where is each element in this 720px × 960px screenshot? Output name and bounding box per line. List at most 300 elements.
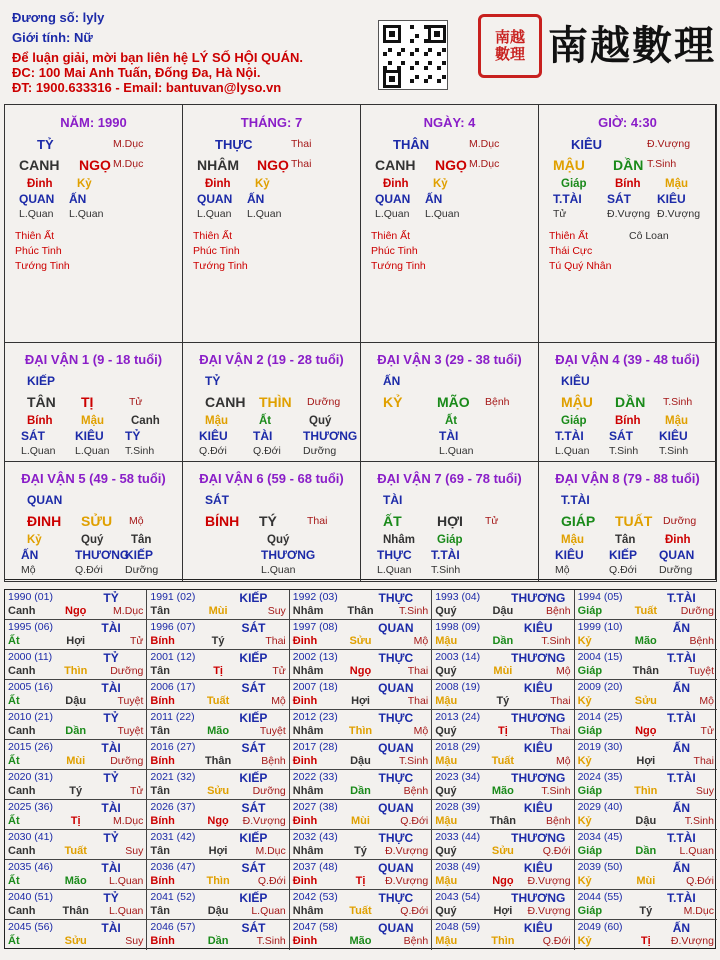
- year-stem: Ất: [8, 635, 20, 647]
- hidden-stem: Đinh: [665, 534, 691, 546]
- year-star: KIÊU: [523, 921, 553, 935]
- pillar-title: NĂM: 1990: [60, 115, 127, 130]
- year-star: TÀI: [101, 681, 121, 695]
- stage-label: Dưỡng: [307, 396, 341, 408]
- year-cell[interactable]: [5, 590, 147, 620]
- year-branch: Thân: [489, 815, 517, 827]
- year-label: 2030 (41): [8, 831, 53, 843]
- year-label: 2007 (18): [292, 681, 338, 693]
- year-stage: T.Sinh: [399, 755, 429, 767]
- year-label: 2009 (20): [577, 681, 623, 693]
- earthly-branch: DẦN: [613, 157, 644, 173]
- year-cell[interactable]: [5, 710, 147, 740]
- qr-module: [424, 66, 428, 70]
- year-branch: Ngọ: [65, 605, 87, 617]
- year-label: 2018 (29): [435, 741, 481, 753]
- name-line: Đương số: lyly: [12, 10, 105, 25]
- year-stem: Canh: [8, 785, 36, 797]
- year-cell[interactable]: [432, 740, 574, 770]
- year-cell[interactable]: [432, 890, 574, 920]
- year-cell[interactable]: [5, 800, 147, 830]
- year-cell[interactable]: [147, 650, 289, 680]
- year-cell[interactable]: [147, 770, 289, 800]
- year-stage: Mộ: [699, 695, 714, 707]
- year-label: 2004 (15): [577, 651, 623, 663]
- year-star: ẤN: [672, 861, 691, 875]
- year-stem: Nhâm: [292, 665, 324, 677]
- stage-label: T.Sinh: [663, 396, 693, 408]
- year-branch: Mão: [634, 635, 657, 647]
- year-star: T.TÀI: [667, 891, 696, 905]
- year-branch: Mùi: [636, 875, 656, 887]
- year-star: QUAN: [378, 861, 414, 875]
- luck-period-box: [360, 342, 539, 462]
- hidden-stage: Mộ: [21, 564, 36, 576]
- year-stage: Đ.Vượng: [670, 935, 714, 947]
- year-label: 2024 (35): [577, 771, 623, 783]
- year-branch: Mùi: [351, 815, 370, 827]
- year-stage: Đ.Vượng: [527, 875, 571, 887]
- ten-god-star: ẤN: [383, 374, 401, 388]
- year-label: 2027 (38): [292, 801, 338, 813]
- year-stage: Tuyệt: [688, 665, 714, 677]
- year-cell[interactable]: [432, 680, 574, 710]
- year-star: THỰC: [378, 831, 414, 845]
- year-stage: Tử: [129, 635, 144, 647]
- year-stem: Đinh: [292, 875, 318, 887]
- year-cell[interactable]: [575, 770, 717, 800]
- earthly-branch: THÌN: [259, 394, 292, 410]
- stage-label: Tử: [485, 515, 499, 527]
- hidden-stage: L.Quan: [247, 208, 282, 220]
- year-stem: Mậu: [435, 755, 458, 767]
- year-star: T.TÀI: [667, 831, 696, 845]
- year-star: ẤN: [672, 741, 691, 755]
- year-cell[interactable]: [575, 830, 717, 860]
- year-branch: Tị: [70, 815, 81, 827]
- year-stem: Giáp: [577, 605, 603, 617]
- pillar-box: [538, 104, 717, 343]
- year-stage: Mộ: [413, 725, 429, 737]
- year-label: 2045 (56): [8, 921, 53, 933]
- year-cell[interactable]: [575, 710, 717, 740]
- qr-module: [415, 34, 419, 38]
- hidden-stage: T.Sinh: [431, 564, 461, 576]
- year-branch: Dần: [492, 635, 514, 647]
- year-stage: Đ.Vượng: [242, 815, 286, 827]
- stage-label: T.Sinh: [647, 158, 677, 170]
- year-stage: Mộ: [271, 695, 286, 707]
- year-label: 2016 (27): [150, 741, 196, 753]
- year-branch: Hợi: [208, 845, 228, 857]
- year-label: 2040 (51): [8, 891, 53, 903]
- year-stem: Ất: [8, 755, 20, 767]
- qr-module: [428, 61, 432, 65]
- heavenly-stem: TÂN: [27, 394, 56, 410]
- heavenly-stem: NHÂM: [197, 157, 239, 173]
- year-cell[interactable]: [432, 590, 574, 620]
- year-star: TỶ: [103, 771, 119, 785]
- year-stage: Bệnh: [689, 635, 714, 647]
- year-label: 2035 (46): [8, 861, 53, 873]
- luck-title: ĐẠI VẬN 5 (49 - 58 tuổi): [21, 471, 166, 486]
- year-cell[interactable]: [5, 620, 147, 650]
- year-star: SÁT: [241, 681, 266, 695]
- year-star: KIÊU: [523, 621, 553, 635]
- year-stem: Quý: [435, 605, 457, 617]
- year-branch: Dậu: [492, 605, 514, 617]
- contact-line: Để luận giải, mời bạn liên hệ LÝ SỐ HỘI QUÁN.: [12, 50, 303, 65]
- hidden-stem: Quý: [309, 415, 332, 427]
- year-star: TỶ: [103, 891, 119, 905]
- shen-sha-note: Phúc Tinh: [371, 245, 418, 257]
- year-stem: Bính: [150, 875, 175, 887]
- year-stem: Bính: [150, 815, 175, 827]
- heavenly-stem: MẬU: [553, 157, 585, 173]
- luck-title: ĐẠI VẬN 6 (59 - 68 tuổi): [199, 471, 344, 486]
- year-stem: Quý: [435, 665, 457, 677]
- year-stem: Nhâm: [292, 605, 324, 617]
- year-star: KIÊU: [523, 681, 553, 695]
- year-stem: Kỷ: [577, 695, 592, 707]
- year-cell[interactable]: [575, 620, 717, 650]
- year-branch: Tị: [497, 725, 508, 737]
- hidden-star: THỰC: [377, 548, 412, 562]
- year-stage: Mộ: [413, 635, 429, 647]
- year-cell[interactable]: [290, 890, 432, 920]
- year-cell[interactable]: [432, 920, 574, 950]
- year-star: QUAN: [378, 621, 414, 635]
- year-star: ẤN: [672, 621, 691, 635]
- year-stem: Ất: [8, 935, 20, 947]
- hidden-stem: Mậu: [561, 534, 584, 546]
- year-stage: T.Sinh: [541, 635, 571, 647]
- year-branch: Tị: [640, 935, 651, 947]
- hidden-star: SÁT: [607, 192, 631, 206]
- year-cell[interactable]: [575, 800, 717, 830]
- year-cell[interactable]: [575, 890, 717, 920]
- year-branch: Tuất: [349, 905, 372, 917]
- year-cell[interactable]: [147, 800, 289, 830]
- year-branch: Tị: [355, 875, 366, 887]
- luck-title: ĐẠI VẬN 1 (9 - 18 tuổi): [24, 352, 163, 367]
- year-cell[interactable]: [5, 770, 147, 800]
- year-stem: Canh: [8, 605, 36, 617]
- year-cell[interactable]: [290, 710, 432, 740]
- year-star: KIẾP: [239, 651, 268, 665]
- year-cell[interactable]: [575, 920, 717, 950]
- year-cell[interactable]: [5, 890, 147, 920]
- year-cell[interactable]: [147, 680, 289, 710]
- qr-module: [415, 61, 419, 65]
- qr-finder-dot: [434, 31, 440, 37]
- year-star: TỶ: [103, 711, 119, 725]
- ten-god-star: KIÊU: [561, 374, 590, 388]
- year-star: KIẾP: [239, 711, 268, 725]
- hidden-stage: L.Quan: [425, 208, 460, 220]
- hidden-stage: Mộ: [555, 564, 570, 576]
- year-cell[interactable]: [290, 770, 432, 800]
- heavenly-stem: CANH: [205, 394, 246, 410]
- year-cell[interactable]: [5, 740, 147, 770]
- year-stem: Quý: [435, 905, 457, 917]
- year-branch: Dần: [65, 725, 87, 737]
- year-cell[interactable]: [290, 740, 432, 770]
- hidden-stage: Dưỡng: [125, 564, 159, 576]
- luck-title: ĐẠI VẬN 7 (69 - 78 tuổi): [377, 471, 522, 486]
- year-branch: Ngọ: [492, 875, 514, 887]
- year-stem: Tân: [150, 905, 170, 917]
- year-branch: Tý: [639, 905, 653, 917]
- year-stem: Mậu: [435, 815, 458, 827]
- year-stage: Thai: [407, 665, 429, 677]
- year-branch: Tuất: [64, 845, 87, 857]
- year-branch: Thìn: [491, 935, 515, 947]
- year-stem: Bính: [150, 695, 175, 707]
- year-label: 2044 (55): [577, 891, 623, 903]
- year-star: ẤN: [672, 921, 691, 935]
- year-cell[interactable]: [290, 920, 432, 950]
- year-label: 2041 (52): [150, 891, 196, 903]
- year-label: 2033 (44): [435, 831, 481, 843]
- year-cell[interactable]: [147, 860, 289, 890]
- year-stem: Kỷ: [577, 815, 592, 827]
- year-stem: Mậu: [435, 695, 458, 707]
- year-stem: Quý: [435, 725, 457, 737]
- ten-god-star: TỶ: [205, 374, 221, 388]
- year-stem: Mậu: [435, 935, 458, 947]
- year-stage: Tuyệt: [117, 725, 144, 737]
- year-stem: Tân: [150, 845, 170, 857]
- shen-sha-note: Cô Loan: [629, 230, 669, 242]
- year-star: QUAN: [378, 681, 414, 695]
- qr-module: [428, 48, 432, 52]
- stage-label: Thai: [291, 138, 312, 150]
- stage-label: Tử: [129, 396, 143, 408]
- year-stem: Đinh: [292, 635, 318, 647]
- year-branch: Thìn: [348, 725, 373, 737]
- year-stage: Thai: [265, 635, 286, 647]
- year-branch: Hợi: [66, 635, 86, 647]
- year-cell[interactable]: [147, 920, 289, 950]
- year-stage: L.Quan: [108, 905, 144, 917]
- year-cell[interactable]: [432, 860, 574, 890]
- year-stem: Mậu: [435, 635, 458, 647]
- year-star: ẤN: [672, 681, 691, 695]
- phone-email-line[interactable]: ĐT: 1900.633316 - Email: bantuvan@lyso.vn: [12, 80, 282, 95]
- year-branch: Sửu: [349, 635, 372, 647]
- hidden-star: KIÊU: [657, 192, 686, 206]
- year-star: THƯƠNG: [511, 711, 566, 725]
- year-cell[interactable]: [5, 860, 147, 890]
- year-star: THỰC: [378, 771, 414, 785]
- hidden-stage: Q.Đới: [609, 564, 637, 576]
- hidden-stage: T.Sinh: [609, 445, 639, 457]
- hidden-stage: L.Quan: [197, 208, 232, 220]
- year-star: TÀI: [101, 921, 121, 935]
- hidden-stage: Đ.Vượng: [657, 208, 701, 220]
- year-cell[interactable]: [290, 830, 432, 860]
- shen-sha-note: Phúc Tinh: [193, 245, 240, 257]
- year-cell[interactable]: [432, 800, 574, 830]
- year-star: THỰC: [378, 591, 414, 605]
- hidden-stem: Mậu: [665, 415, 688, 427]
- year-label: 2023 (34): [435, 771, 481, 783]
- qr-module: [424, 52, 428, 56]
- hidden-stage: T.Sinh: [659, 445, 689, 457]
- year-star: TÀI: [101, 621, 121, 635]
- year-cell[interactable]: [5, 650, 147, 680]
- year-branch: Dần: [207, 935, 229, 947]
- hidden-star: ẤN: [69, 192, 87, 206]
- year-label: 1991 (02): [150, 591, 196, 603]
- hidden-stage: L.Quan: [75, 445, 110, 457]
- year-cell[interactable]: [290, 860, 432, 890]
- year-stage: Dưỡng: [110, 755, 144, 767]
- hidden-stem: Giáp: [561, 178, 587, 190]
- year-branch: Sửu: [491, 845, 514, 857]
- hidden-stem: Ất: [445, 415, 458, 427]
- year-stage: L.Quan: [679, 845, 714, 857]
- hidden-star: ẤN: [425, 192, 443, 206]
- heavenly-stem: MẬU: [561, 394, 593, 410]
- year-stage: M.Dục: [113, 605, 144, 617]
- year-cell[interactable]: [432, 710, 574, 740]
- year-stage: Bệnh: [403, 935, 429, 947]
- year-cell[interactable]: [432, 770, 574, 800]
- year-stem: Canh: [8, 665, 36, 677]
- year-star: SÁT: [241, 861, 266, 875]
- year-cell[interactable]: [575, 680, 717, 710]
- year-stage: Thai: [550, 725, 571, 737]
- year-cell[interactable]: [290, 590, 432, 620]
- year-cell[interactable]: [575, 860, 717, 890]
- year-branch: Dậu: [65, 695, 87, 707]
- year-star: KIẾP: [239, 831, 268, 845]
- year-stem: Đinh: [292, 695, 318, 707]
- qr-code-icon[interactable]: [378, 20, 448, 90]
- hidden-star: SÁT: [21, 429, 45, 443]
- year-label: 2042 (53): [292, 891, 338, 903]
- year-cell[interactable]: [5, 830, 147, 860]
- qr-module: [388, 48, 392, 52]
- hidden-stage: L.Quan: [69, 208, 104, 220]
- year-cell[interactable]: [147, 830, 289, 860]
- year-label: 1993 (04): [435, 591, 481, 603]
- year-cell[interactable]: [575, 740, 717, 770]
- year-cell[interactable]: [432, 620, 574, 650]
- year-cell[interactable]: [290, 680, 432, 710]
- hidden-star: QUAN: [197, 192, 233, 206]
- year-star: T.TÀI: [667, 771, 696, 785]
- year-label: 2026 (37): [150, 801, 196, 813]
- earthly-branch: NGỌ: [79, 157, 111, 173]
- year-cell[interactable]: [290, 620, 432, 650]
- year-cell[interactable]: [432, 830, 574, 860]
- ten-god-star: T.TÀI: [561, 493, 590, 507]
- stage-label: M.Dục: [113, 138, 144, 150]
- year-stage: T.Sinh: [684, 815, 714, 827]
- hidden-stage: L.Quan: [21, 445, 56, 457]
- year-branch: Ngọ: [349, 665, 372, 677]
- year-branch: Tị: [213, 665, 223, 677]
- hidden-star: KIÊU: [555, 548, 584, 562]
- year-branch: Mão: [207, 725, 230, 737]
- year-stage: Bệnh: [261, 755, 286, 767]
- year-branch: Sửu: [634, 695, 657, 707]
- year-branch: Thân: [347, 605, 374, 617]
- year-stem: Giáp: [577, 725, 603, 737]
- year-cell[interactable]: [147, 890, 289, 920]
- qr-module: [410, 25, 414, 29]
- year-label: 2005 (16): [8, 681, 53, 693]
- year-stage: Tử: [272, 665, 286, 677]
- year-stem: Giáp: [577, 905, 603, 917]
- year-cell[interactable]: [575, 590, 717, 620]
- hidden-star: ẤN: [247, 192, 265, 206]
- year-branch: Tuất: [206, 695, 230, 707]
- brand-logo: 南越數理: [548, 22, 716, 69]
- ten-god-star: QUAN: [27, 493, 63, 507]
- year-branch: Dần: [350, 785, 371, 797]
- year-label: 2021 (32): [150, 771, 196, 783]
- year-label: 1996 (07): [150, 621, 196, 633]
- year-cell[interactable]: [432, 650, 574, 680]
- year-cell[interactable]: [5, 920, 147, 950]
- year-stage: Đ.Vượng: [385, 875, 429, 887]
- year-stem: Nhâm: [292, 905, 324, 917]
- year-cell[interactable]: [147, 710, 289, 740]
- hidden-star: QUAN: [375, 192, 411, 206]
- hidden-star: T.TÀI: [553, 192, 582, 206]
- stage-label: M.Dục: [113, 158, 144, 170]
- year-cell[interactable]: [575, 650, 717, 680]
- year-branch: Thìn: [206, 875, 230, 887]
- year-cell[interactable]: [147, 590, 289, 620]
- hidden-stage: Q.Đới: [253, 445, 281, 457]
- year-stage: L.Quan: [108, 875, 144, 887]
- year-cell[interactable]: [147, 620, 289, 650]
- year-stem: Nhâm: [292, 785, 324, 797]
- hidden-stem: Bính: [27, 415, 53, 427]
- pillar-box: [182, 104, 361, 343]
- year-label: 1998 (09): [435, 621, 481, 633]
- year-cell[interactable]: [5, 680, 147, 710]
- year-branch: Tý: [354, 845, 367, 857]
- year-branch: Mão: [349, 935, 372, 947]
- shen-sha-note: Thiên Ất: [193, 230, 233, 242]
- year-label: 2039 (50): [577, 861, 623, 873]
- luck-title: ĐẠI VẬN 2 (19 - 28 tuổi): [199, 352, 344, 367]
- ten-god-star: THÂN: [393, 137, 430, 152]
- year-stage: Bệnh: [546, 605, 571, 617]
- year-branch: Thìn: [634, 785, 658, 797]
- year-cell[interactable]: [290, 650, 432, 680]
- year-star: SÁT: [241, 741, 266, 755]
- year-branch: Mão: [64, 875, 87, 887]
- hidden-star: TỶ: [125, 429, 141, 443]
- year-cell[interactable]: [147, 740, 289, 770]
- year-stage: Q.Đới: [686, 875, 714, 887]
- hidden-stem: Ất: [259, 415, 272, 427]
- hidden-stem: Mậu: [205, 415, 228, 427]
- qr-module: [442, 48, 446, 52]
- qr-module: [424, 25, 428, 29]
- year-cell[interactable]: [290, 800, 432, 830]
- year-label: 2043 (54): [435, 891, 481, 903]
- year-label: 2010 (21): [8, 711, 53, 723]
- year-branch: Tý: [211, 635, 225, 647]
